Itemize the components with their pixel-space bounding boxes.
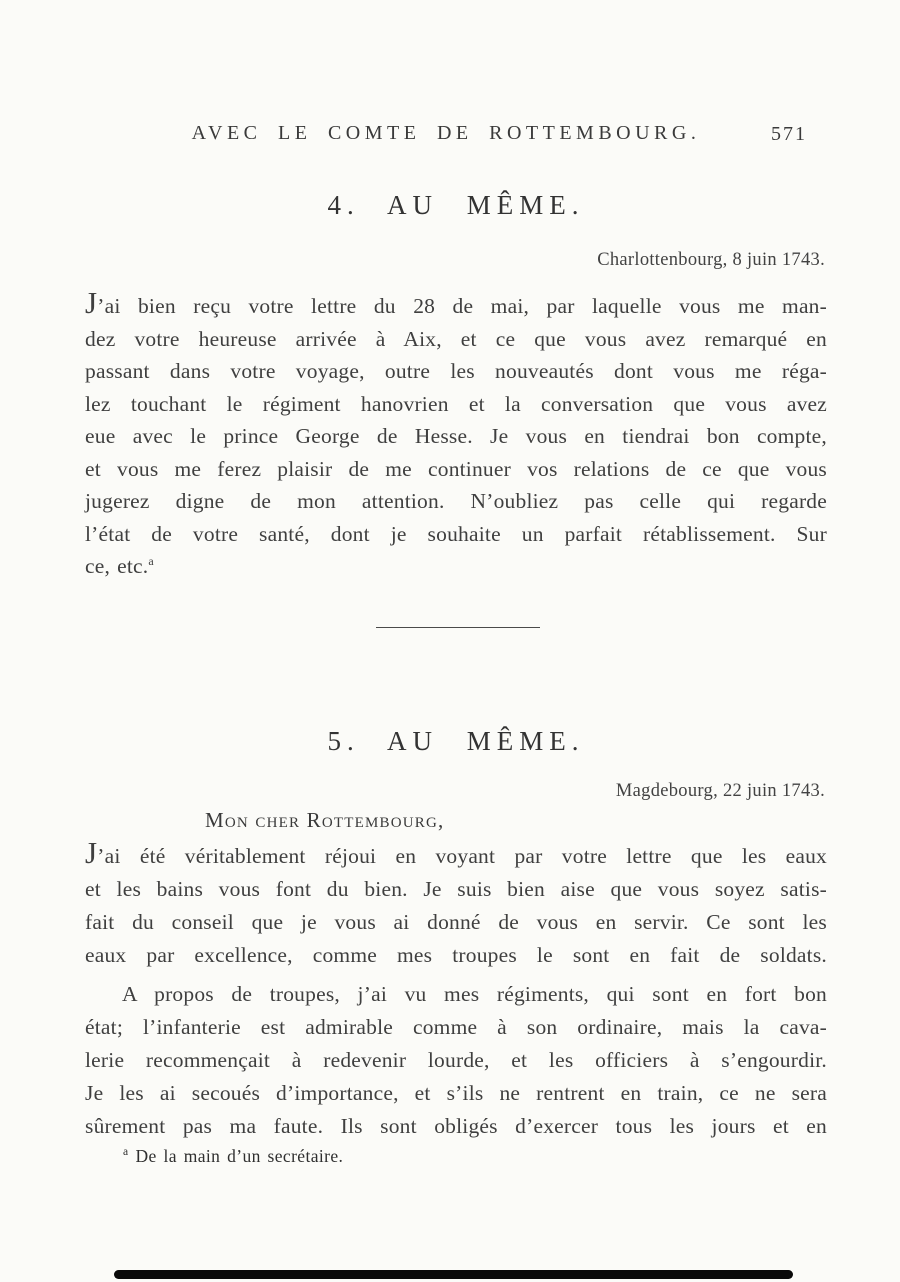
letter-4-dateline: Charlottenbourg, 8 juin 1743. [597,250,825,270]
text-line: sûrement pas ma faute. Ils sont obligés d’exercer tous les jours et en [85,1114,827,1138]
footnote [123,1146,343,1167]
letter-5-heading: 5. AU MÊME. [327,726,585,756]
text-line: l’état de votre santé, dont je souhaite un parfait rétablissement. Sur [85,521,827,546]
letter-4-body [85,285,827,583]
text-line: passant dans votre voyage, outre les nouveautés dont vous me réga- [85,359,827,383]
text-line: lez touchant le régiment hanovrien et la conversation que vous avez [85,391,827,416]
section-divider [376,627,540,628]
running-head [85,122,807,148]
text-line: Je les ai secoués d’importance, et s’ils ne rentrent en train, ce ne sera [85,1081,827,1105]
letter-5-salutation: Mon cher Rottembourg, [205,808,445,832]
text-line: fait du conseil que je vous ai donné de vous en servir. Ce sont les [85,910,827,934]
text-line: ce, etc.$^a$ [85,553,154,578]
text-line: et les bains vous font du bien. Je suis bien aise que vous soyez satis- [85,877,827,901]
running-head-title: AVEC LE COMTE DE ROTTEMBOURG. [191,122,701,144]
text-line: jugerez digne de mon attention. N’oubliez pas celle qui regarde [85,489,827,513]
footnote-marker: a [123,1146,129,1159]
text-line: état; l’infanterie est admirable comme à son ordinaire, mais la cava- [85,1015,827,1039]
text-line: et vous me ferez plaisir de me continuer vos relations de ce que vous [85,456,827,481]
letter-5-body-paragraph-2 [85,978,827,1143]
text-line: J’ai bien reçu votre lettre du 28 de mai, par laquelle vous me man- [85,285,827,320]
letter-4-heading: 4. AU MÊME. [327,190,585,220]
scan-artifact-bar [114,1270,793,1279]
text-line: J’ai été véritablement réjoui en voyant par votre lettre que les eaux [85,835,827,870]
drop-cap: J [85,285,98,320]
footnote-text: De la main d’un secrétaire. [135,1146,344,1166]
letter-5-dateline: Magdebourg, 22 juin 1743. [615,781,825,801]
footnote-reference: a [148,553,154,568]
text-line: eue avec le prince George de Hesse. Je vous en tiendrai bon compte, [85,424,827,448]
text-line: eaux par excellence, comme mes troupes le sont en fait de soldats. [85,943,827,967]
drop-cap: J [85,835,98,870]
text-line: dez votre heureuse arrivée à Aix, et ce que vous avez remarqué en [85,326,827,351]
text-line: lerie recommençait à redevenir lourde, et les officiers à s’engourdir. [85,1048,827,1072]
page-number: 571 [771,123,807,145]
letter-5-body-paragraph-1 [85,835,827,972]
text-line: A propos de troupes, j’ai vu mes régiments, qui sont en fort bon [122,982,827,1006]
